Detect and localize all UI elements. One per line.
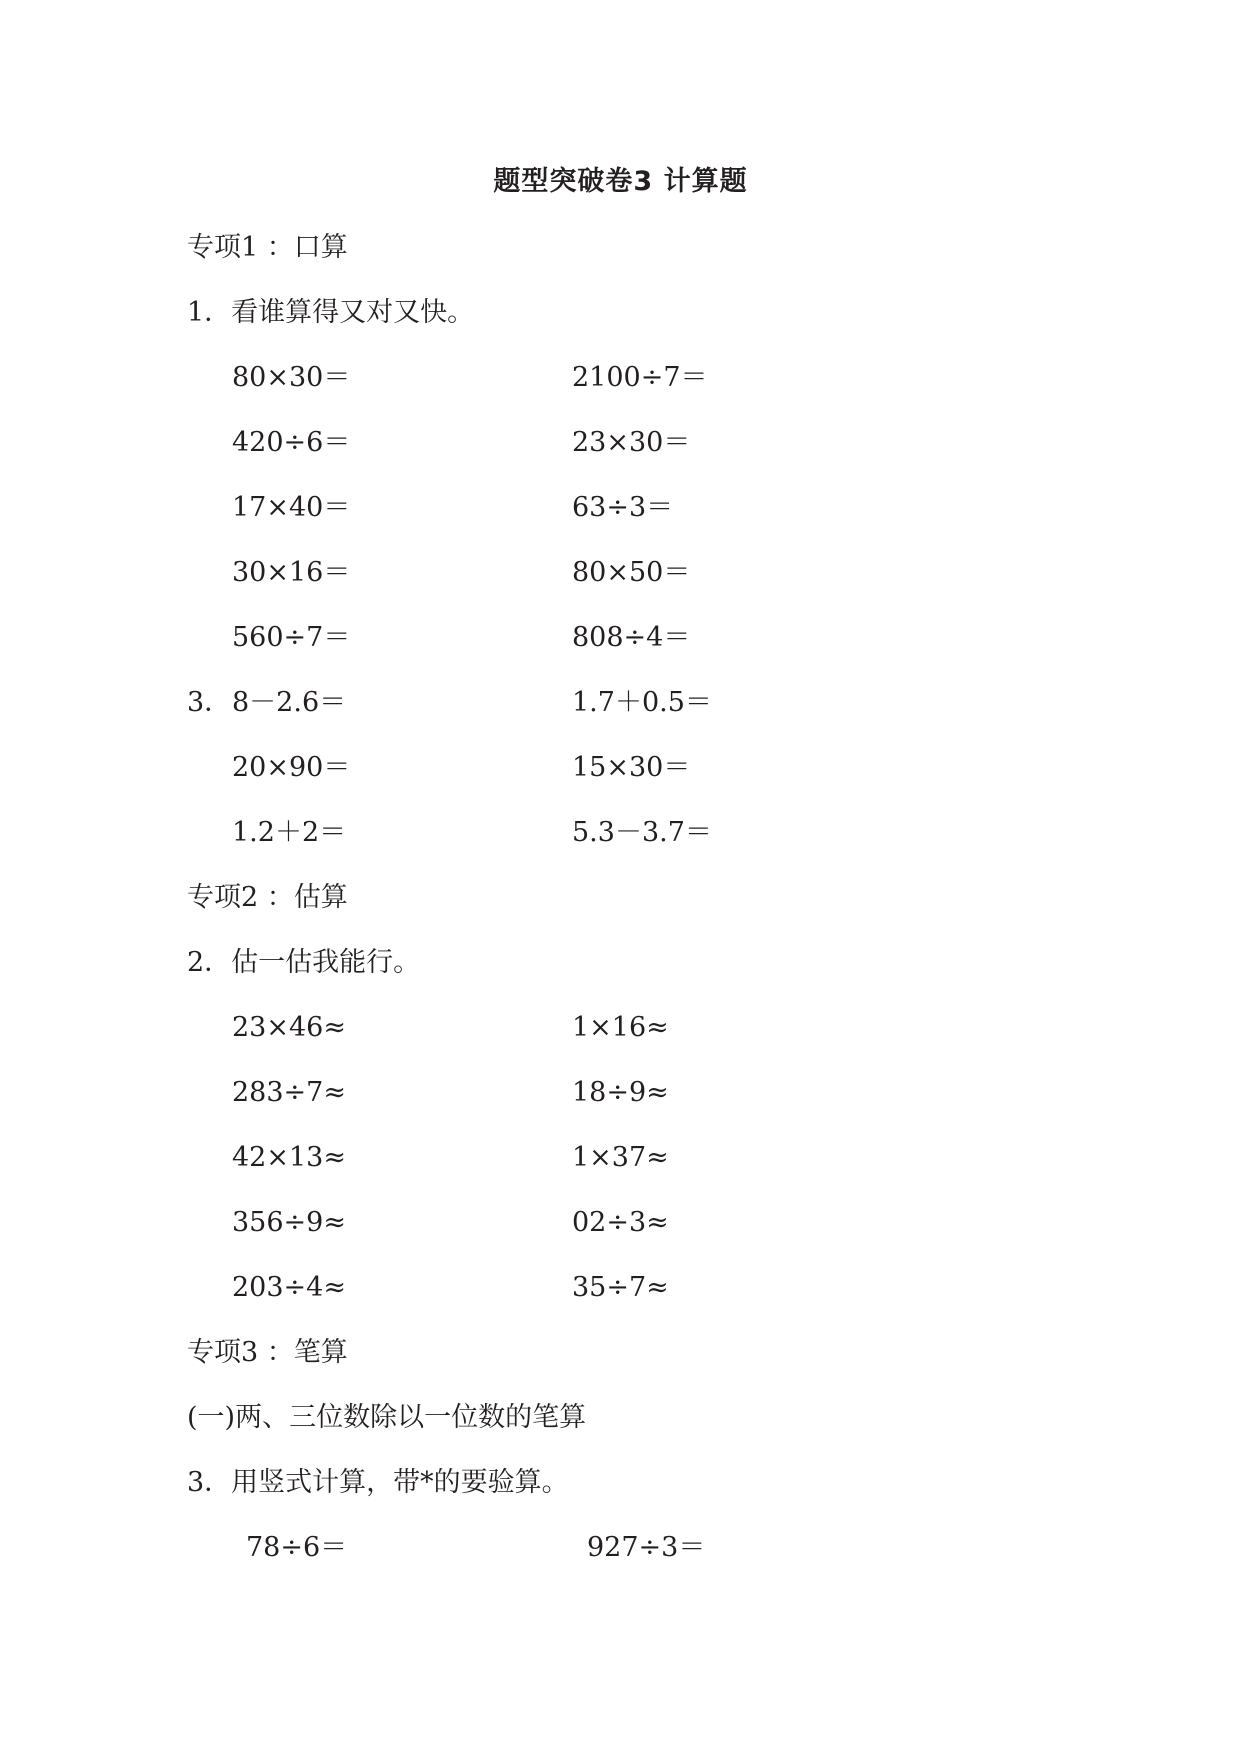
problem: 5.3－3.7＝ xyxy=(572,817,712,848)
page-title: 题型突破卷3 计算题 xyxy=(493,166,748,197)
problem: 35÷7≈ xyxy=(572,1272,669,1303)
section2-heading: 专项2 ：估算 xyxy=(187,882,348,913)
question-3-label: 3． xyxy=(187,687,232,718)
section1-heading: 专项1 ：口算 xyxy=(187,232,348,263)
problem: 23×30＝ xyxy=(572,427,691,458)
problem: 283÷7≈ xyxy=(232,1077,346,1108)
problem: 42×13≈ xyxy=(232,1142,346,1173)
problem: 1.7＋0.5＝ xyxy=(572,687,712,718)
problem: 1.2＋2＝ xyxy=(232,817,347,848)
problem: 15×30＝ xyxy=(572,752,691,783)
problem: 203÷4≈ xyxy=(232,1272,346,1303)
problem: 420÷6＝ xyxy=(232,427,351,458)
problem: 808÷4＝ xyxy=(572,622,691,653)
problem: 8－2.6＝ xyxy=(232,687,347,718)
problem: 18÷9≈ xyxy=(572,1077,669,1108)
section3-subheading: (一)两、三位数除以一位数的笔算 xyxy=(187,1402,587,1433)
section3-heading: 专项3 ：笔算 xyxy=(187,1337,348,1368)
problem: 560÷7＝ xyxy=(232,622,351,653)
problem: 63÷3＝ xyxy=(572,492,674,523)
question-3: 3．用竖式计算，带*的要验算。 xyxy=(187,1467,569,1498)
problem: 80×50＝ xyxy=(572,557,691,588)
question-2: 2．估一估我能行。 xyxy=(187,947,421,978)
problem: 2100÷7＝ xyxy=(572,362,708,393)
problem: 927÷3＝ xyxy=(587,1532,706,1563)
problem: 1×16≈ xyxy=(572,1012,669,1043)
problem: 20×90＝ xyxy=(232,752,351,783)
problem: 1×37≈ xyxy=(572,1142,669,1173)
problem: 78÷6＝ xyxy=(246,1532,348,1563)
problem: 17×40＝ xyxy=(232,492,351,523)
problem: 23×46≈ xyxy=(232,1012,346,1043)
problem: 30×16＝ xyxy=(232,557,351,588)
problem: 80×30＝ xyxy=(232,362,351,393)
question-1: 1．看谁算得又对又快。 xyxy=(187,297,475,328)
problem: 356÷9≈ xyxy=(232,1207,346,1238)
problem: 02÷3≈ xyxy=(572,1207,669,1238)
